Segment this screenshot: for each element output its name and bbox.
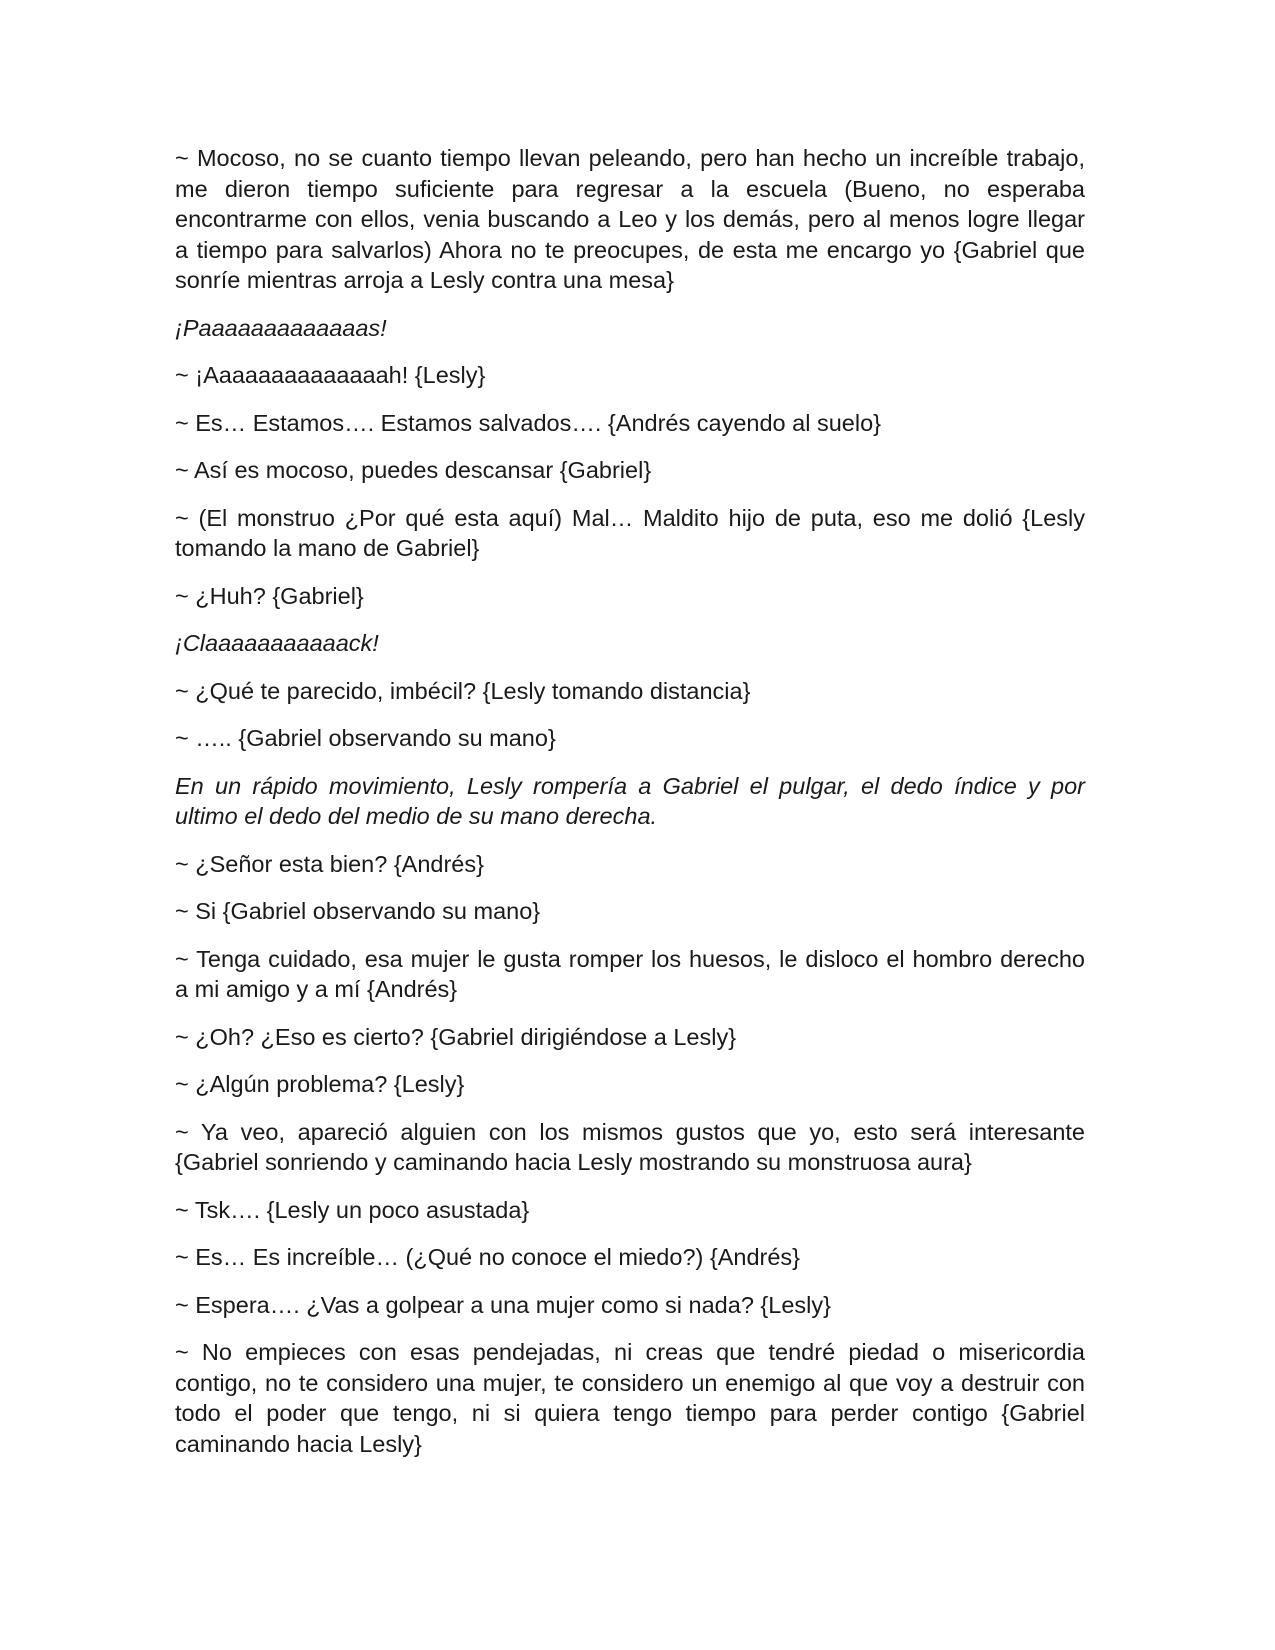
dialogue-paragraph-9: ~ ¿Señor esta bien? {Andrés} — [175, 850, 484, 877]
dialogue-paragraph-4: ~ Así es mocoso, puedes descansar {Gabriel} — [175, 457, 652, 483]
dialogue-paragraph-11: ~ Tenga cuidado, esa mujer le gusta romper los huesos, le disloco el hombro derecho a mi amigo y a mí {Andrés} — [175, 945, 1085, 1002]
dialogue-paragraph-12: ~ ¿Oh? ¿Eso es cierto? {Gabriel dirigiéndose a Lesly} — [175, 1023, 737, 1050]
dialogue-paragraph-16: ~ Es… Es increíble… (¿Qué no conoce el miedo?) {Andrés} — [175, 1244, 801, 1270]
dialogue-paragraph-7: ~ ¿Qué te parecido, imbécil? {Lesly tomando distancia} — [175, 677, 751, 704]
dialogue-paragraph-1: ~ Mocoso, no se cuanto tiempo llevan peleando, pero han hecho un increíble trabajo, me dieron tiempo suficiente para regresar a la escuela (Bueno, no esperaba encontrarme con ellos, venia buscando a Leo y los demás, pero al menos logre llegar a tiempo para salvarlos) Ahora no te preocupes, de esta me encargo yo {Gabriel que sonríe mientras arroja a Lesly contra una mesa} — [175, 145, 1085, 293]
dialogue-paragraph-3: ~ Es… Estamos…. Estamos salvados…. {Andrés cayendo al suelo} — [175, 409, 881, 436]
sound-effect-2: ¡Claaaaaaaaaaack! — [175, 630, 379, 656]
dialogue-paragraph-13: ~ ¿Algún problema? {Lesly} — [175, 1071, 465, 1097]
dialogue-paragraph-14: ~ Ya veo, apareció alguien con los mismos gustos que yo, esto será interesante {Gabriel sonriendo y caminando hacia Lesly mostrando su monstruosa aura} — [175, 1118, 1085, 1175]
dialogue-paragraph-5: ~ (El monstruo ¿Por qué esta aquí) Mal… Maldito hijo de puta, eso me dolió {Lesly tomando la mano de Gabriel} — [175, 504, 1085, 561]
dialogue-paragraph-6: ~ ¿Huh? {Gabriel} — [175, 582, 364, 609]
document-body — [175, 143, 1085, 1476]
dialogue-paragraph-10: ~ Si {Gabriel observando su mano} — [175, 898, 541, 924]
narration-paragraph: En un rápido movimiento, Lesly rompería a Gabriel el pulgar, el dedo índice y por ultimo el dedo del medio de su mano derecha. — [175, 772, 1085, 829]
dialogue-paragraph-15: ~ Tsk…. {Lesly un poco asustada} — [175, 1196, 530, 1223]
dialogue-paragraph-8: ~ ….. {Gabriel observando su mano} — [175, 725, 556, 751]
sound-effect-1: ¡Paaaaaaaaaaaaas! — [175, 314, 387, 341]
dialogue-paragraph-2: ~ ¡Aaaaaaaaaaaaaah! {Lesly} — [175, 362, 486, 388]
dialogue-paragraph-17: ~ Espera…. ¿Vas a golpear a una mujer como si nada? {Lesly} — [175, 1291, 831, 1318]
dialogue-paragraph-18: ~ No empieces con esas pendejadas, ni creas que tendré piedad o misericordia contigo, no te considero una mujer, te considero un enemigo al que voy a destruir con todo el poder que tengo, ni si quiera tengo tiempo para perder contigo {Gabriel caminando hacia Lesly} — [175, 1339, 1085, 1457]
